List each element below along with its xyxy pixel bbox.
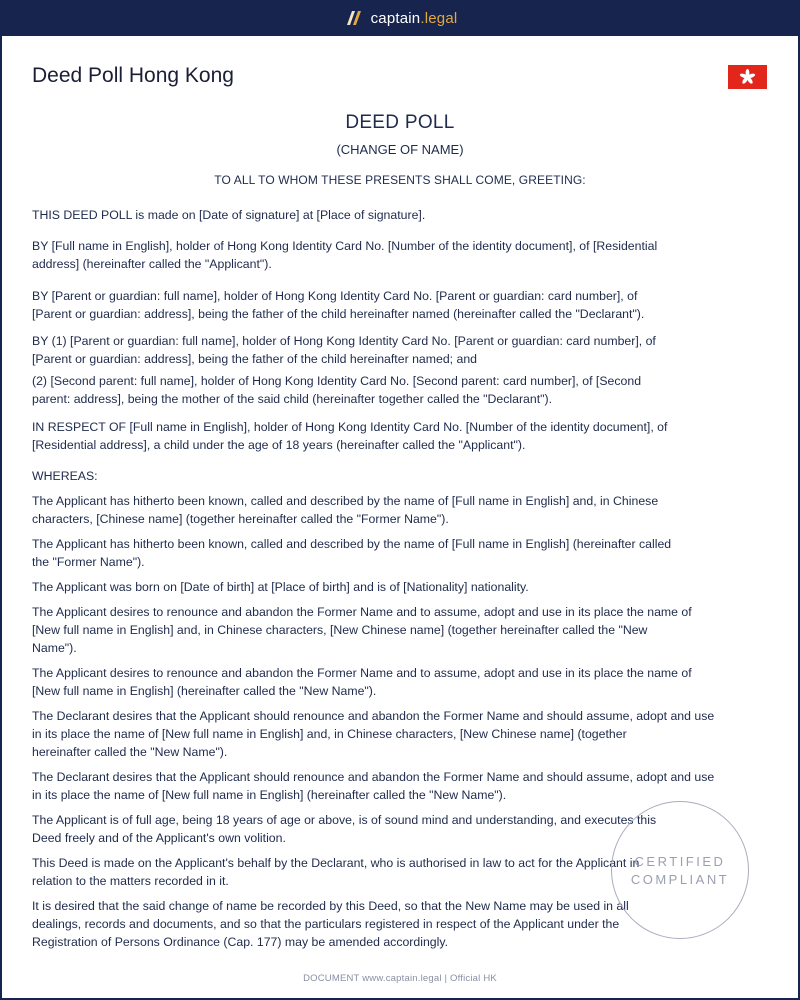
text-line: The Applicant is of full age, being 18 years of age or above, is of sound mind and understanding, and executes this: [32, 813, 657, 827]
certified-compliant-stamp: [611, 801, 749, 939]
text-line: The Applicant has hitherto been known, called and described by the name of [Full name in English] and, in Chinese: [32, 494, 659, 508]
text-line: address] (hereinafter called the "Applicant").: [32, 257, 272, 271]
greeting-line: TO ALL TO WHOM THESE PRESENTS SHALL COME, GREETING:: [214, 173, 586, 187]
para-by-applicant: [32, 237, 770, 273]
text-line: [New full name in English] (hereinafter called the "New Name").: [32, 684, 377, 698]
para-renounce-chinese: [32, 603, 770, 657]
text-line: Deed freely and of the Applicant's own volition.: [32, 831, 286, 845]
text-line: This Deed is made on the Applicant's behalf by the Declarant, who is authorised in law to act for the Applicant in: [32, 856, 640, 870]
deed-subheading: (CHANGE OF NAME): [336, 142, 464, 157]
stamp-line-1: CERTIFIED: [634, 854, 726, 869]
stamp-line-2: COMPLIANT: [630, 872, 730, 887]
para-known-chinese: [32, 492, 770, 528]
text-line: BY [Full name in English], holder of Hong Kong Identity Card No. [Number of the identity document], of [Residential: [32, 239, 658, 253]
para-by-parent: [32, 287, 770, 323]
text-line: The Declarant desires that the Applicant should renounce and abandon the Former Name and should assume, adopt and use: [32, 770, 715, 784]
para-declarant-chinese: [32, 707, 770, 761]
text-line: parent: address], being the mother of the said child (hereinafter together called the "Declarant").: [32, 392, 553, 406]
document-title: Deed Poll Hong Kong: [32, 64, 234, 87]
text-line: Name").: [32, 641, 77, 655]
text-line: [New full name in English] and, in Chinese characters, [New Chinese name] (together hereinafter called the "New: [32, 623, 648, 637]
brand-tld: .legal: [420, 9, 458, 27]
para-declarant-english: [32, 768, 770, 804]
captain-logo-icon: [343, 10, 363, 26]
text-line: relation to the matters recorded in it.: [32, 874, 229, 888]
text-line: WHEREAS:: [32, 469, 98, 483]
text-line: BY (1) [Parent or guardian: full name], holder of Hong Kong Identity Card No. [Parent or guardian: card number], of: [32, 334, 656, 348]
deed-heading: DEED POLL: [345, 112, 455, 133]
text-line: hereinafter called the "New Name").: [32, 745, 228, 759]
document-footer: DOCUMENT www.captain.legal | Official HK: [303, 973, 497, 984]
text-line: The Applicant desires to renounce and abandon the Former Name and to assume, adopt and use in its place the name of: [32, 666, 692, 680]
text-line: The Applicant desires to renounce and abandon the Former Name and to assume, adopt and use in its place the name of: [32, 605, 692, 619]
text-line: BY [Parent or guardian: full name], holder of Hong Kong Identity Card No. [Parent or guardian: card number], of: [32, 289, 638, 303]
text-line: The Applicant has hitherto been known, called and described by the name of [Full name in English] (hereinafter called: [32, 537, 672, 551]
text-line: in its place the name of [New full name in English] and, in Chinese characters, [New Chinese name] (together: [32, 727, 627, 741]
para-by-two-parents-2: [32, 372, 770, 408]
para-by-two-parents-1: [32, 332, 770, 368]
para-known-english: [32, 535, 770, 571]
text-line: in its place the name of [New full name in English] (hereinafter called the "New Name").: [32, 788, 507, 802]
text-line: [Parent or guardian: address], being the father of the child hereinafter named (hereinafter called the "Declarant").: [32, 307, 645, 321]
text-line: Registration of Persons Ordinance (Cap. 177) may be amended accordingly.: [32, 935, 449, 949]
para-in-respect-of: [32, 418, 770, 454]
text-line: The Applicant was born on [Date of birth] at [Place of birth] and is of [Nationality] nationality.: [32, 580, 529, 594]
text-line: It is desired that the said change of name be recorded by this Deed, so that the New Name may be used in all: [32, 899, 629, 913]
top-bar: [0, 0, 800, 36]
text-line: [Parent or guardian: address], being the father of the child hereinafter named; and: [32, 352, 478, 366]
text-line: the "Former Name").: [32, 555, 145, 569]
para-renounce-english: [32, 664, 770, 700]
text-line: (2) [Second parent: full name], holder of Hong Kong Identity Card No. [Second parent: card number], of [Second: [32, 374, 642, 388]
brand-name: captain.legal: [370, 9, 458, 27]
para-born-on: [32, 578, 770, 596]
text-line: THIS DEED POLL is made on [Date of signature] at [Place of signature].: [32, 208, 426, 222]
text-line: dealings, records and documents, and so that the particulars registered in respect of the Applicant under the: [32, 917, 620, 931]
text-line: [Residential address], a child under the age of 18 years (hereinafter called the "Applicant").: [32, 438, 526, 452]
text-line: IN RESPECT OF [Full name in English], holder of Hong Kong Identity Card No. [Number of the identity document], of: [32, 420, 668, 434]
brand[interactable]: [343, 10, 458, 27]
para-made-on: [32, 206, 770, 224]
whereas-heading: [32, 467, 770, 485]
text-line: The Declarant desires that the Applicant should renounce and abandon the Former Name and should assume, adopt and use: [32, 709, 715, 723]
hong-kong-flag-icon: [728, 65, 767, 89]
text-line: characters, [Chinese name] (together hereinafter called the "Former Name").: [32, 512, 449, 526]
